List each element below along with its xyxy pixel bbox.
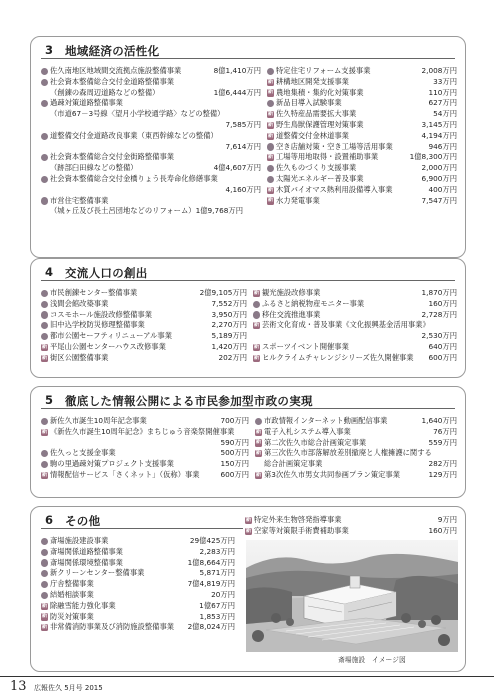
- budget-item-amount: 2,000万円: [421, 163, 457, 173]
- budget-item-name: 第三次佐久市部落解放差別撤廃と人権擁護に関する: [264, 448, 432, 458]
- new-project-icon: 新: [267, 197, 274, 204]
- budget-item: [253, 320, 457, 331]
- funeral-hall-drawing: [246, 540, 458, 652]
- budget-item-amount: 9万円: [437, 515, 457, 524]
- budget-item-amount: 202万円: [218, 352, 247, 362]
- budget-item-name: 道整備交付金道路改良事業（東西幹線などの整備）: [50, 130, 218, 140]
- budget-item-amount: 1億67万円: [199, 600, 235, 610]
- budget-item: [255, 459, 457, 470]
- new-project-icon: 新: [267, 89, 274, 96]
- budget-item: [245, 526, 457, 537]
- budget-item-name: （市道67－3号線〈望月小学校通学路〉などの整備）: [50, 109, 225, 119]
- new-project-icon: 新: [41, 354, 48, 361]
- budget-item: [41, 98, 261, 109]
- bullet-icon: [41, 79, 48, 86]
- budget-item-name: 佐久ものづくり支援事業: [276, 163, 357, 173]
- budget-item-amount: 2億8,024万円: [187, 622, 235, 632]
- budget-item: [41, 448, 249, 459]
- budget-item-amount: 700万円: [220, 416, 249, 425]
- bullet-icon: [41, 197, 48, 204]
- bullet-icon: [267, 143, 274, 150]
- bullet-icon: [41, 68, 48, 75]
- section-6-left-column: [41, 536, 235, 633]
- budget-item-name: 野生鳥獣保護管理対策事業: [276, 119, 364, 129]
- budget-item: [41, 416, 249, 427]
- section-4-title: 交流人口の創出: [65, 266, 148, 280]
- budget-item-amount: 7,547万円: [421, 195, 457, 205]
- budget-item-name: 斎場関係道路整備事業: [50, 546, 123, 556]
- budget-item-name: 防災対策事業: [50, 611, 94, 621]
- new-project-icon: 新: [267, 78, 274, 85]
- budget-item: [267, 152, 457, 163]
- budget-item-amount: 2億9,105万円: [199, 288, 247, 297]
- budget-item-amount: 2,270万円: [211, 320, 247, 330]
- budget-item-name: 空家等対策限手術費補助事業: [254, 525, 349, 535]
- budget-item: [41, 601, 235, 612]
- section-3-left-column: [41, 66, 261, 217]
- budget-item-name: 木質バイオマス熱利用設備導入事業: [276, 184, 393, 194]
- budget-item-name: ふるさと納税物産モニター事業: [262, 298, 365, 308]
- section-3-title: 地域経済の活性化: [65, 44, 160, 58]
- budget-item: [267, 142, 457, 153]
- budget-item-name: 市民創錬センター整備事業: [50, 288, 138, 297]
- budget-item-amount: 6,900万円: [421, 173, 457, 183]
- budget-item-name: 結婚相談事業: [50, 589, 94, 599]
- budget-item-name: 《新佐久市誕生10周年記念》まちじゅう音楽祭開催事業: [50, 426, 235, 436]
- section-5-title: 徹底した情報公開による市民参加型市政の実現: [65, 394, 313, 408]
- budget-item-amount: 1億8,664万円: [187, 557, 235, 567]
- bullet-icon: [41, 154, 48, 161]
- budget-item-name: （跡部臼田線などの整備）: [50, 163, 138, 173]
- budget-item-name: 旧中込学校防災修理整備事業: [50, 320, 145, 330]
- budget-item: [267, 98, 457, 109]
- section-4-number: 4: [45, 265, 54, 279]
- budget-item-name: 佐久特産品需要拡大事業: [276, 109, 357, 119]
- budget-item: [41, 427, 249, 438]
- budget-item-name: 観光施設改修事業: [262, 288, 321, 297]
- budget-item: [41, 568, 235, 579]
- budget-item-amount: 110万円: [428, 87, 457, 97]
- budget-item-amount: 590万円: [220, 437, 249, 447]
- section-6-number: 6: [45, 513, 54, 527]
- budget-item: [267, 66, 457, 77]
- budget-item: [41, 66, 261, 77]
- budget-item-amount: 7億4,819万円: [187, 579, 235, 589]
- bullet-icon: [41, 133, 48, 140]
- budget-item: [41, 77, 261, 88]
- section-3-number: 3: [45, 43, 54, 57]
- budget-item: [267, 185, 457, 196]
- section-5-header: [41, 393, 455, 409]
- budget-item: [255, 416, 457, 427]
- budget-item: [253, 331, 457, 342]
- budget-item-amount: 150万円: [220, 459, 249, 469]
- bullet-icon: [41, 450, 48, 457]
- bullet-icon: [41, 418, 48, 425]
- budget-item: [253, 342, 457, 353]
- budget-item-name: ヒルクライムチャレンジシリーズ佐久開催事業: [262, 352, 414, 362]
- budget-item-name: 工場等用地取得・設置補助事業: [276, 152, 379, 162]
- budget-item-name: 社会資本整備総合交付金街路整備事業: [50, 152, 175, 162]
- budget-item: [41, 342, 247, 353]
- budget-item: [41, 206, 261, 217]
- section-6-title: その他: [65, 514, 101, 528]
- section-5-left-column: [41, 416, 249, 481]
- budget-item-amount: 5,189万円: [211, 331, 247, 341]
- budget-item-name: 過疎対策道路整備事業: [50, 98, 123, 108]
- budget-item-amount: 3,950万円: [211, 309, 247, 319]
- budget-item-amount: 7,552万円: [211, 298, 247, 308]
- budget-item: [41, 152, 261, 163]
- bullet-icon: [41, 581, 48, 588]
- budget-item-name: 新品目導入試験事業: [276, 98, 342, 108]
- budget-item-amount: 76万円: [433, 426, 457, 436]
- budget-item: [41, 163, 261, 174]
- budget-item: [41, 459, 249, 470]
- budget-item-name: 社会資本整備総合交付金橋りょう長寿命化修繕事業: [50, 173, 218, 183]
- budget-item: [41, 612, 235, 623]
- budget-item: [267, 174, 457, 185]
- budget-item-name: 佐久っと支援金事業: [50, 448, 116, 458]
- budget-item-amount: 1,640万円: [421, 416, 457, 425]
- budget-item: [41, 174, 261, 185]
- budget-item-amount: 4,194万円: [421, 130, 457, 140]
- budget-item-name: 斎場関係環境整備事業: [50, 557, 123, 567]
- budget-item-amount: 559万円: [428, 437, 457, 447]
- budget-item-amount: 1億6,444万円: [213, 87, 261, 97]
- budget-item-amount: 1,853万円: [199, 611, 235, 621]
- section-4-right-column: [253, 288, 457, 364]
- budget-item: [253, 299, 457, 310]
- budget-item: [41, 185, 261, 196]
- budget-item: [41, 590, 235, 601]
- budget-item: [41, 310, 247, 321]
- budget-item-name: 第3次佐久市男女共同参画プラン策定事業: [264, 469, 400, 479]
- bullet-icon: [267, 100, 274, 107]
- budget-item: [253, 288, 457, 299]
- budget-item: [255, 470, 457, 481]
- budget-item-name: 新クリーンセンター整備事業: [50, 568, 145, 578]
- budget-item-name: 太陽光エネルギー普及事業: [276, 173, 364, 183]
- publication-name: 広報佐久 5月号 2015: [34, 684, 103, 692]
- bullet-icon: [41, 100, 48, 107]
- budget-item: [41, 299, 247, 310]
- budget-item: [253, 310, 457, 321]
- budget-item: [41, 547, 235, 558]
- bullet-icon: [41, 461, 48, 468]
- budget-item-name: 水力発電事業: [276, 195, 320, 205]
- budget-item-amount: 29億425万円: [189, 536, 235, 545]
- budget-item-name: 駒の里過疎対策プロジェクト支援事業: [50, 459, 174, 469]
- bullet-icon: [41, 301, 48, 308]
- budget-item: [255, 448, 457, 459]
- new-project-icon: 新: [41, 428, 48, 435]
- section-4-box: [30, 258, 466, 378]
- budget-item-name: 市営住宅整備事業: [50, 195, 109, 205]
- budget-item-amount: 4,160万円: [225, 184, 261, 194]
- budget-item: [41, 438, 249, 449]
- budget-item: [41, 622, 235, 633]
- new-project-icon: 新: [41, 602, 48, 609]
- new-project-icon: 新: [267, 110, 274, 117]
- budget-item-amount: 4億4,607万円: [213, 163, 261, 173]
- new-project-icon: 新: [253, 343, 260, 350]
- new-project-icon: 新: [41, 624, 48, 631]
- budget-item-name: （創錬の森周辺道路などの整備）: [50, 87, 160, 97]
- new-project-icon: 新: [267, 186, 274, 193]
- budget-item: [267, 131, 457, 142]
- bullet-icon: [255, 418, 262, 425]
- budget-item-amount: 8億1,410万円: [213, 66, 261, 75]
- budget-item-name: 街区公園整備事業: [50, 352, 109, 362]
- budget-item: [267, 120, 457, 131]
- budget-item-name: コスモホール施設改修整備事業: [50, 309, 153, 319]
- budget-item: [41, 196, 261, 207]
- bullet-icon: [41, 549, 48, 556]
- new-project-icon: 新: [267, 132, 274, 139]
- budget-item-name: 農地集積・集約化対策事業: [276, 87, 364, 97]
- budget-item-name: 都市公園セーフティリニューアル事業: [50, 331, 173, 341]
- illustration-caption: 斎場施設 イメージ図: [338, 656, 406, 664]
- budget-item-name: 電子入札システム導入事業: [264, 426, 351, 436]
- budget-item: [267, 109, 457, 120]
- budget-item: [267, 77, 457, 88]
- budget-item-amount: 2,283万円: [199, 546, 235, 556]
- bullet-icon: [41, 559, 48, 566]
- budget-item: [267, 88, 457, 99]
- budget-item-amount: 3,145万円: [421, 119, 457, 129]
- bullet-icon: [41, 538, 48, 545]
- budget-item-amount: 33万円: [433, 76, 457, 86]
- section-3-box: [30, 36, 466, 258]
- budget-item: [41, 353, 247, 364]
- bullet-icon: [253, 301, 260, 308]
- new-project-icon: 新: [255, 450, 262, 457]
- budget-item: [267, 196, 457, 207]
- budget-item-name: 浅間会館改築事業: [50, 298, 109, 308]
- budget-item-name: 市政情報インターネット動画配信事業: [264, 416, 388, 425]
- budget-item-amount: 640万円: [428, 341, 457, 351]
- budget-item: [41, 88, 261, 99]
- budget-item-name: 非常備消防事業及び消防施設整備事業: [50, 622, 175, 632]
- budget-item-name: 耕構地区開発支援事業: [276, 76, 349, 86]
- bullet-icon: [41, 570, 48, 577]
- budget-item-name: 平尾山公園センターハウス改修事業: [50, 341, 166, 351]
- new-project-icon: 新: [267, 154, 274, 161]
- budget-item-name: 斎場施設建設事業: [50, 536, 109, 545]
- budget-item: [41, 331, 247, 342]
- budget-item-name: 社会資本整備総合交付金道路整備事業: [50, 76, 175, 86]
- bullet-icon: [41, 592, 48, 599]
- budget-item-name: 新佐久市誕生10周年記念事業: [50, 416, 147, 425]
- bullet-icon: [41, 290, 48, 297]
- budget-item-amount: 1,420万円: [211, 341, 247, 351]
- bullet-icon: [41, 176, 48, 183]
- budget-item-name: 佐久南地区地域間交流拠点施設整備事業: [50, 66, 182, 75]
- budget-item-name: 芸術文化育成・普及事業《文化振興基金活用事業》: [262, 320, 430, 330]
- budget-item-name: 庁舎整備事業: [50, 579, 94, 589]
- budget-item-amount: 5,871万円: [199, 568, 235, 578]
- budget-item-amount: 7,614万円: [225, 141, 261, 151]
- section-4-left-column: [41, 288, 247, 364]
- budget-item: [41, 288, 247, 299]
- budget-item-amount: 2,008万円: [421, 66, 457, 75]
- budget-item-amount: 627万円: [428, 98, 457, 108]
- section-6-header: [41, 513, 243, 529]
- budget-item: [255, 438, 457, 449]
- budget-item-name: スポーツイベント開催事業: [262, 341, 349, 351]
- bullet-icon: [41, 322, 48, 329]
- budget-item-amount: 400万円: [428, 184, 457, 194]
- budget-item-name: 移住交流推進事業: [262, 309, 321, 319]
- budget-item: [255, 427, 457, 438]
- budget-item-name: （城ヶ丘及び長土呂団地などのリフォーム）1億9,768万円: [50, 206, 243, 216]
- budget-item-name: 空き店舗対策・空き工場等活用事業: [276, 141, 393, 151]
- new-project-icon: 新: [41, 613, 48, 620]
- section-5-number: 5: [45, 393, 54, 407]
- new-project-icon: 新: [267, 121, 274, 128]
- section-6-right-column: [245, 515, 457, 537]
- budget-item-name: 総合計画策定事業: [264, 459, 323, 469]
- budget-item-amount: 2,530万円: [421, 331, 457, 341]
- budget-item-amount: 600万円: [428, 352, 457, 362]
- section-5-box: [30, 386, 466, 498]
- budget-item-amount: 160万円: [428, 525, 457, 535]
- budget-item: [41, 558, 235, 569]
- budget-item: [41, 470, 249, 481]
- budget-item-name: 特定住宅リフォーム支援事業: [276, 66, 371, 75]
- bullet-icon: [253, 311, 260, 318]
- budget-item-amount: 20万円: [211, 589, 235, 599]
- section-3-right-column: [267, 66, 457, 206]
- footer-rule: [0, 676, 494, 677]
- bullet-icon: [41, 311, 48, 318]
- new-project-icon: 新: [255, 428, 262, 435]
- budget-item: [41, 536, 235, 547]
- budget-item: [41, 320, 247, 331]
- section-3-header: [41, 43, 455, 59]
- budget-item-name: 特定外来生物啓発指導事業: [254, 515, 342, 524]
- bullet-icon: [41, 333, 48, 340]
- budget-item: [41, 109, 261, 120]
- budget-item-amount: 1億8,300万円: [409, 152, 457, 162]
- budget-item: [41, 120, 261, 131]
- budget-item-name: 道整備交付金林道事業: [276, 130, 349, 140]
- funeral-hall-illustration: [246, 540, 458, 652]
- budget-item-amount: 160万円: [428, 298, 457, 308]
- budget-item-amount: 500万円: [220, 448, 249, 458]
- new-project-icon: 新: [41, 343, 48, 350]
- budget-item: [41, 142, 261, 153]
- page-number: 13: [10, 679, 27, 694]
- budget-item-amount: 129万円: [428, 469, 457, 479]
- section-5-right-column: [255, 416, 457, 481]
- budget-item-amount: 2,728万円: [421, 309, 457, 319]
- new-project-icon: 新: [253, 289, 260, 296]
- new-project-icon: 新: [255, 471, 262, 478]
- bullet-icon: [267, 176, 274, 183]
- budget-item-amount: 282万円: [428, 459, 457, 469]
- new-project-icon: 新: [245, 516, 252, 523]
- new-project-icon: 新: [255, 439, 262, 446]
- budget-item: [41, 579, 235, 590]
- budget-item-amount: 54万円: [433, 109, 457, 119]
- budget-item: [267, 163, 457, 174]
- budget-item-amount: 1,870万円: [421, 288, 457, 297]
- budget-item-amount: 600万円: [220, 469, 249, 479]
- budget-item-name: 除融雪能力強化事業: [50, 600, 116, 610]
- new-project-icon: 新: [245, 527, 252, 534]
- budget-item: [245, 515, 457, 526]
- new-project-icon: 新: [253, 354, 260, 361]
- bullet-icon: [267, 68, 274, 75]
- budget-item-amount: 946万円: [428, 141, 457, 151]
- new-project-icon: 新: [253, 322, 260, 329]
- budget-item-amount: 7,585万円: [225, 119, 261, 129]
- bullet-icon: [267, 165, 274, 172]
- new-project-icon: 新: [41, 471, 48, 478]
- budget-item-name: 第二次佐久市総合計画策定事業: [264, 437, 367, 447]
- section-4-header: [41, 265, 455, 281]
- budget-item: [41, 131, 261, 142]
- budget-item: [253, 353, 457, 364]
- budget-item-name: 情報配信サービス「さくネット」（仮称）事業: [50, 469, 200, 479]
